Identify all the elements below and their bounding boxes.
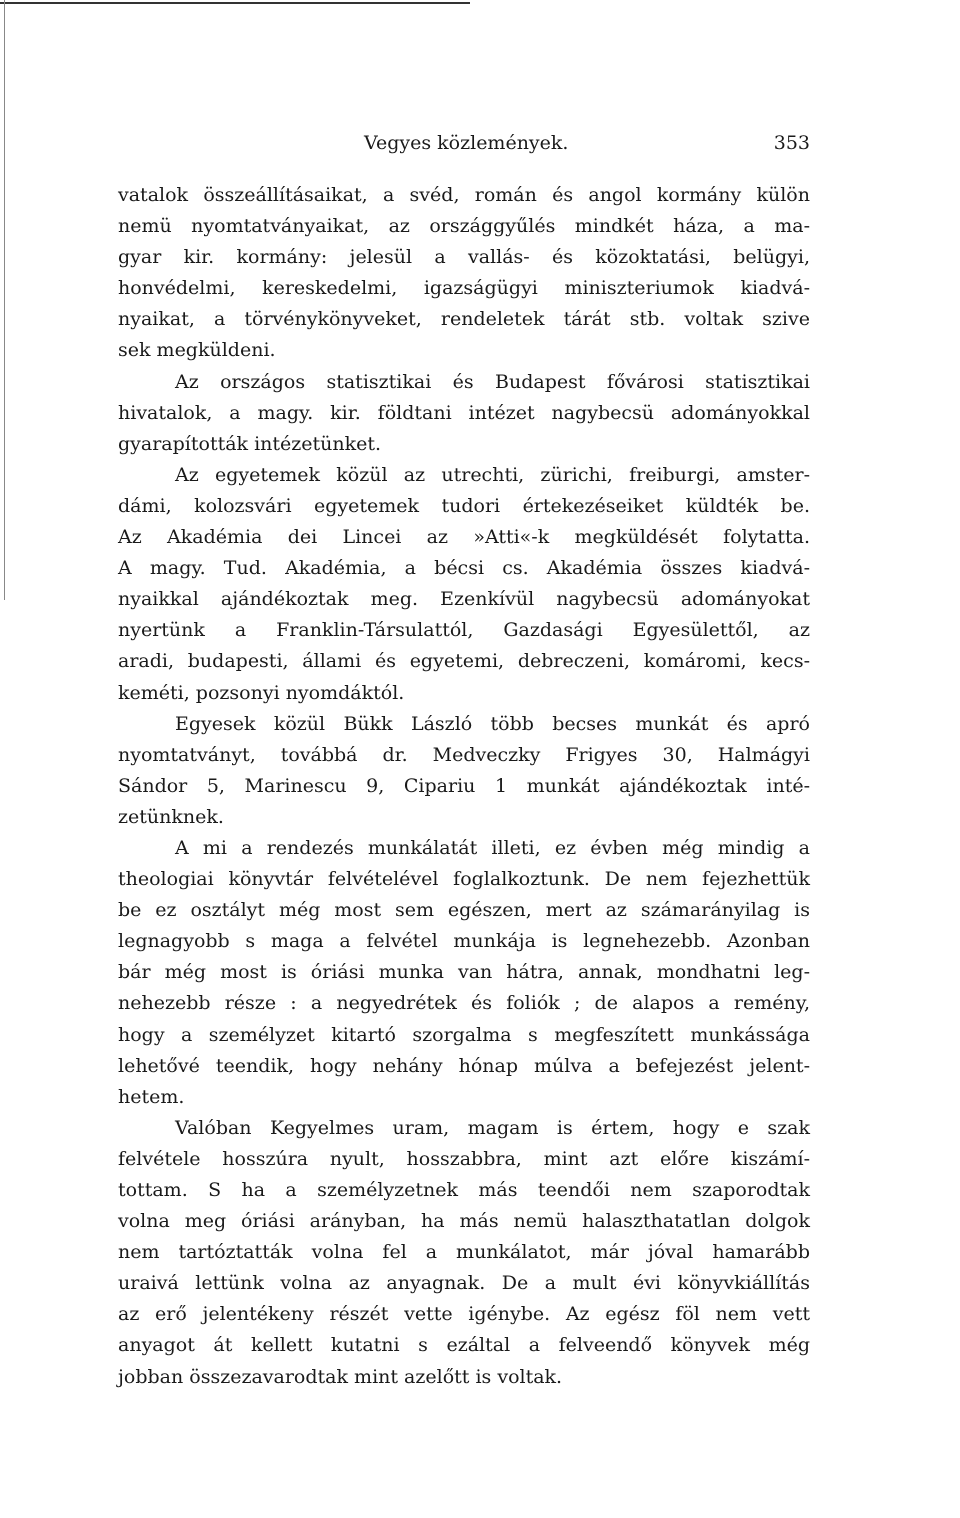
text-line: dámi, kolozsvári egyetemek tudori értekezéseiket küldték be. bbox=[118, 494, 810, 517]
text-line: gyar kir. kormány: jelesül a vallás- és közoktatási, belügyi, bbox=[118, 246, 810, 269]
text-line: hivatalok, a magy. kir. földtani intézet nagybecsü adományokkal bbox=[118, 401, 810, 424]
scan-edge-line bbox=[0, 2, 470, 4]
text-line: honvédelmi, kereskedelmi, igazságügyi miniszteriumok kiadvá- bbox=[118, 277, 810, 300]
text-line: A magy. Tud. Akadémia, a bécsi cs. Akadémia összes kiadvá- bbox=[118, 557, 810, 580]
text-line: nem tartóztatták volna fel a munkálatot, már jóval hamarább bbox=[118, 1241, 810, 1264]
text-line: keméti, pozsonyi nyomdáktól. bbox=[118, 681, 405, 704]
text-line: bár még most is óriási munka van hátra, annak, mondhatni leg- bbox=[118, 961, 810, 984]
text-line: Az Akadémia dei Lincei az »Atti«-k megküldését folytatta. bbox=[118, 526, 810, 549]
text-line: hogy a személyzet kitartó szorgalma s megfeszített munkássága bbox=[118, 1023, 810, 1046]
text-line: tottam. S ha a személyzetnek más teendői nem szaporodtak bbox=[118, 1179, 810, 1201]
text-line: nehezebb része : a negyedrétek és foliók ; de alapos a remény, bbox=[118, 992, 810, 1015]
text-line: theologiai könyvtár felvételével foglalkoztunk. De nem fejezhettük bbox=[118, 868, 810, 891]
text-line: anyagot át kellett kutatni s ezáltal a felveendő könyvek még bbox=[118, 1334, 810, 1357]
text-line: Sándor 5, Marinescu 9, Cipariu 1 munkát ajándékoztak inté- bbox=[118, 774, 810, 797]
text-line: nyertünk a Franklin-Társulattól, Gazdasági Egyesülettől, az bbox=[118, 619, 810, 642]
text-line: felvétele hosszúra nyult, hosszabbra, mint azt előre kiszámí- bbox=[118, 1147, 810, 1170]
text-line: gyarapították intézetünket. bbox=[118, 432, 382, 455]
text-line: be ez osztályt még most sem egészen, mert az számarányilag is bbox=[118, 899, 810, 922]
text-line: Egyesek közül Bükk László több becses munkát és apró bbox=[175, 712, 810, 735]
page-header bbox=[118, 132, 810, 162]
text-line: A mi a rendezés munkálatát illeti, ez évben még mindig a bbox=[175, 836, 810, 859]
text-line: lehetővé teendik, hogy nehány hónap múlva a befejezést jelent- bbox=[118, 1054, 810, 1077]
text-line: aradi, budapesti, állami és egyetemi, debreczeni, komáromi, kecs- bbox=[118, 650, 810, 673]
page-number: 353 bbox=[773, 132, 810, 154]
text-line: nemü nyomtatványaikat, az országgyűlés mindkét háza, a ma- bbox=[118, 215, 810, 238]
text-line: az erő jelentékeny részét vette igénybe. Az egész föl nem vett bbox=[118, 1303, 810, 1326]
text-line: Az országos statisztikai és Budapest fővárosi statisztikai bbox=[175, 370, 810, 393]
running-title: Vegyes közlemények. bbox=[364, 132, 569, 154]
text-line: Az egyetemek közül az utrechti, zürichi, freiburgi, amster- bbox=[175, 463, 810, 486]
text-line: vatalok összeállításaikat, a svéd, román és angol kormány külön bbox=[118, 184, 810, 206]
text-line: nyaikkal ajándékoztak meg. Ezenkívül nagybecsü adományokat bbox=[118, 588, 810, 611]
text-line: zetünknek. bbox=[118, 805, 224, 828]
body-text bbox=[118, 180, 810, 1393]
text-line: uraivá lettünk volna az anyagnak. De a mult évi könyvkiállítás bbox=[118, 1272, 810, 1295]
text-line: nyaikat, a törvénykönyveket, rendeletek tárát stb. voltak szive bbox=[118, 308, 810, 331]
scan-margin-line bbox=[4, 0, 5, 600]
text-line: nyomtatványt, továbbá dr. Medveczky Frigyes 30, Halmágyi bbox=[118, 743, 810, 766]
text-line: volna meg óriási arányban, ha más nemü halaszthatatlan dolgok bbox=[118, 1210, 810, 1233]
text-line: jobban összezavarodtak mint azelőtt is voltak. bbox=[118, 1365, 563, 1388]
text-line: legnagyobb s maga a felvétel munkája is legnehezebb. Azonban bbox=[118, 930, 810, 953]
text-line: hetem. bbox=[118, 1085, 185, 1108]
text-line: sek megküldeni. bbox=[118, 339, 276, 362]
text-line: Valóban Kegyelmes uram, magam is értem, hogy e szak bbox=[175, 1116, 810, 1139]
